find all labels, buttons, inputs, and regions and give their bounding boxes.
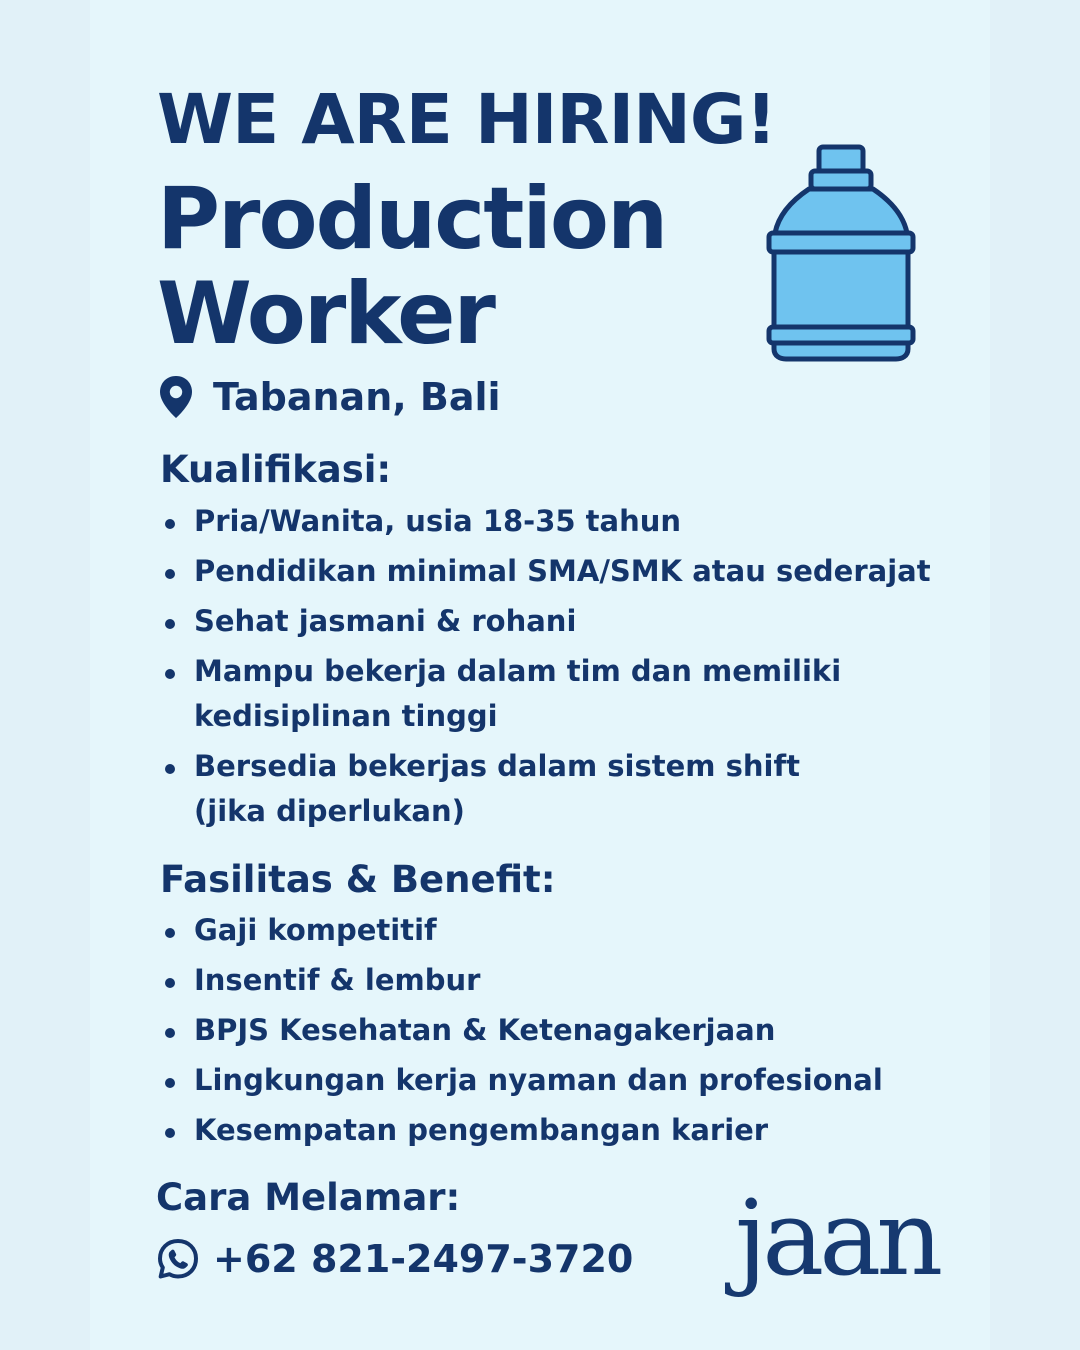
list-item: Pria/Wanita, usia 18-35 tahun [160, 499, 931, 544]
qualifications-heading: Kualifikasi: [160, 448, 392, 491]
location-pin-icon [158, 374, 194, 420]
location-text: Tabanan, Bali [213, 375, 501, 419]
list-item-line-2: kedisiplinan tinggi [194, 699, 498, 733]
list-item: Kesempatan pengembangan karier [160, 1108, 883, 1153]
list-item: Pendidikan minimal SMA/SMK atau sederajat [160, 549, 931, 594]
list-item-line-1: Bersedia bekerjas dalam sistem shift [194, 749, 800, 783]
list-item: Lingkungan kerja nyaman dan profesional [160, 1058, 883, 1103]
whatsapp-icon [156, 1237, 200, 1281]
benefits-heading: Fasilitas & Benefit: [160, 858, 556, 901]
list-item: Gaji kompetitif [160, 908, 883, 953]
hiring-headline: WE ARE HIRING! [157, 80, 777, 160]
list-item: Insentif & lembur [160, 958, 883, 1003]
water-gallon-bottle-icon [766, 144, 916, 362]
list-item [160, 744, 931, 834]
job-title-line-1: Production [157, 169, 667, 269]
list-item: BPJS Kesehatan & Ketenagakerjaan [160, 1008, 883, 1053]
jaan-logo: jaan [735, 1177, 939, 1299]
benefits-list [160, 908, 883, 1158]
list-item-line-2: (jika diperlukan) [194, 794, 465, 828]
job-title-line-2: Worker [157, 264, 494, 364]
phone-number: +62 821-2497-3720 [213, 1237, 634, 1281]
list-item-line-1: Mampu bekerja dalam tim dan memiliki [194, 654, 842, 688]
location [158, 369, 501, 425]
application-heading: Cara Melamar: [156, 1176, 461, 1219]
list-item: Sehat jasmani & rohani [160, 599, 931, 644]
job-title [157, 169, 667, 364]
qualifications-list [160, 499, 931, 839]
whatsapp-contact [156, 1230, 633, 1288]
list-item [160, 649, 931, 739]
